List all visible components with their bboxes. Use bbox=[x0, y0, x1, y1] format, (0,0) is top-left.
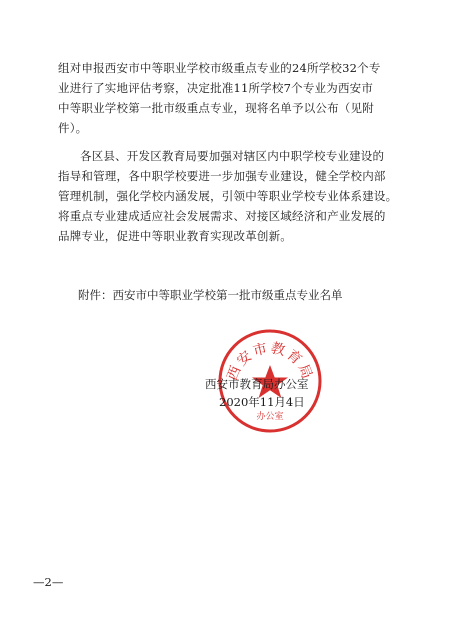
text-line: 组对申报西安市中等职业学校市级重点专业的24所学校32个专 bbox=[58, 61, 381, 75]
text-line: 各区县、开发区教育局要加强对辖区内中职学校专业建设的 bbox=[80, 149, 385, 163]
text-line: 业进行了实地评估考察，决定批准11所学校7个专业为西安市 bbox=[58, 81, 374, 95]
text-line: 将重点专业建成适应社会发展需求、对接区域经济和产业发展的 bbox=[58, 209, 386, 223]
attachment-line: 附件：西安市中等职业学校第一批市级重点专业名单 bbox=[78, 288, 343, 302]
paragraph-evaluation-result bbox=[58, 58, 410, 138]
text-line: 品牌专业，促进中等职业教育实现改革创新。 bbox=[58, 229, 292, 243]
text-line: 中等职业学校第一批市级重点专业，现将名单予以公布（见附 bbox=[58, 101, 374, 115]
paragraph-requirements bbox=[58, 146, 410, 246]
seal-bottom-text: 办公室 bbox=[256, 412, 284, 422]
text-line: 管理机制，强化学校内涵发展，引领中等职业学校专业体系建设。 bbox=[58, 189, 398, 203]
text-line: 件）。 bbox=[58, 121, 88, 135]
text-line: 指导和管理，各中职学校要进一步加强专业建设，健全学校内部 bbox=[58, 169, 386, 183]
page-number: —2— bbox=[33, 575, 64, 589]
issue-date: 2020年11月4日 bbox=[219, 395, 305, 409]
signature-block bbox=[205, 375, 309, 411]
seal-arc-text: 西安市教育局 bbox=[224, 340, 316, 383]
issuing-office: 西安市教育局办公室 bbox=[205, 377, 309, 391]
